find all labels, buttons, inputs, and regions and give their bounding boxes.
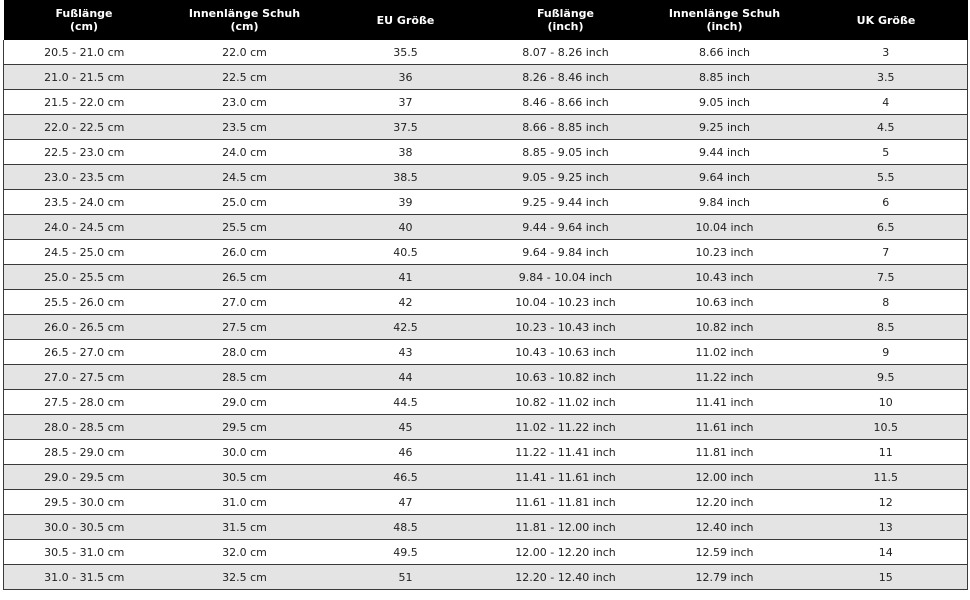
- foot-length-inch-cell: 10.63 - 10.82 inch: [487, 365, 645, 390]
- foot-length-cm-cell: 25.0 - 25.5 cm: [4, 265, 165, 290]
- foot-length-inch-cell: 11.02 - 11.22 inch: [487, 415, 645, 440]
- header-line: Fußlänge: [55, 7, 113, 20]
- inner-length-cm-cell: 32.5 cm: [165, 565, 325, 590]
- foot-length-cm-cell: 26.5 - 27.0 cm: [4, 340, 165, 365]
- foot-length-cm-cell: 31.0 - 31.5 cm: [4, 565, 165, 590]
- uk-size-cell: 6: [805, 190, 968, 215]
- uk-size-cell: 11.5: [805, 465, 968, 490]
- eu-size-cell: 39: [325, 190, 487, 215]
- uk-size-cell: 14: [805, 540, 968, 565]
- inner-length-inch-cell: 9.25 inch: [645, 115, 805, 140]
- table-row: [4, 440, 968, 465]
- inner-length-inch-cell: 11.41 inch: [645, 390, 805, 415]
- uk-size-cell: 8: [805, 290, 968, 315]
- uk-size-cell: 4.5: [805, 115, 968, 140]
- eu-size-cell: 49.5: [325, 540, 487, 565]
- uk-size-cell: 12: [805, 490, 968, 515]
- foot-length-cm-cell: 27.0 - 27.5 cm: [4, 365, 165, 390]
- table-body: [4, 40, 968, 590]
- table-row: [4, 515, 968, 540]
- inner-length-inch-cell: 8.66 inch: [645, 40, 805, 65]
- header-unit: (cm): [69, 20, 99, 33]
- eu-size-cell: 38.5: [325, 165, 487, 190]
- table-row: [4, 240, 968, 265]
- table-row: [4, 40, 968, 65]
- foot-length-inch-cell: 11.61 - 11.81 inch: [487, 490, 645, 515]
- eu-size-cell: 37: [325, 90, 487, 115]
- inner-length-cm-cell: 24.5 cm: [165, 165, 325, 190]
- uk-size-cell: 5.5: [805, 165, 968, 190]
- inner-length-inch-cell: 8.85 inch: [645, 65, 805, 90]
- foot-length-inch-cell: 8.26 - 8.46 inch: [487, 65, 645, 90]
- eu-size-cell: 44.5: [325, 390, 487, 415]
- inner-length-cm-cell: 30.0 cm: [165, 440, 325, 465]
- table-row: [4, 540, 968, 565]
- header-foot-length-inch: [487, 0, 645, 40]
- inner-length-cm-cell: 31.5 cm: [165, 515, 325, 540]
- inner-length-inch-cell: 11.81 inch: [645, 440, 805, 465]
- inner-length-inch-cell: 10.82 inch: [645, 315, 805, 340]
- uk-size-cell: 10.5: [805, 415, 968, 440]
- foot-length-cm-cell: 24.5 - 25.0 cm: [4, 240, 165, 265]
- foot-length-inch-cell: 8.07 - 8.26 inch: [487, 40, 645, 65]
- eu-size-cell: 42.5: [325, 315, 487, 340]
- inner-length-cm-cell: 31.0 cm: [165, 490, 325, 515]
- foot-length-cm-cell: 22.5 - 23.0 cm: [4, 140, 165, 165]
- inner-length-cm-cell: 25.5 cm: [165, 215, 325, 240]
- foot-length-inch-cell: 11.22 - 11.41 inch: [487, 440, 645, 465]
- header-inner-length-cm: [165, 0, 325, 40]
- foot-length-cm-cell: 26.0 - 26.5 cm: [4, 315, 165, 340]
- inner-length-inch-cell: 10.04 inch: [645, 215, 805, 240]
- inner-length-cm-cell: 28.0 cm: [165, 340, 325, 365]
- inner-length-cm-cell: 28.5 cm: [165, 365, 325, 390]
- table-row: [4, 340, 968, 365]
- foot-length-cm-cell: 24.0 - 24.5 cm: [4, 215, 165, 240]
- foot-length-inch-cell: 9.84 - 10.04 inch: [487, 265, 645, 290]
- header-unit: (cm): [230, 20, 259, 33]
- inner-length-cm-cell: 29.0 cm: [165, 390, 325, 415]
- inner-length-inch-cell: 9.05 inch: [645, 90, 805, 115]
- eu-size-cell: 45: [325, 415, 487, 440]
- header-line: Innenlänge Schuh: [668, 7, 781, 20]
- inner-length-inch-cell: 12.59 inch: [645, 540, 805, 565]
- foot-length-cm-cell: 23.5 - 24.0 cm: [4, 190, 165, 215]
- foot-length-inch-cell: 11.41 - 11.61 inch: [487, 465, 645, 490]
- header-uk-size: [805, 0, 968, 40]
- foot-length-inch-cell: 8.85 - 9.05 inch: [487, 140, 645, 165]
- inner-length-cm-cell: 29.5 cm: [165, 415, 325, 440]
- inner-length-cm-cell: 24.0 cm: [165, 140, 325, 165]
- foot-length-inch-cell: 9.25 - 9.44 inch: [487, 190, 645, 215]
- header-line: EU Größe: [376, 13, 435, 27]
- table-row: [4, 215, 968, 240]
- table-row: [4, 565, 968, 590]
- inner-length-inch-cell: 12.00 inch: [645, 465, 805, 490]
- foot-length-inch-cell: 10.04 - 10.23 inch: [487, 290, 645, 315]
- foot-length-cm-cell: 21.5 - 22.0 cm: [4, 90, 165, 115]
- table-row: [4, 265, 968, 290]
- inner-length-cm-cell: 30.5 cm: [165, 465, 325, 490]
- foot-length-inch-cell: 9.05 - 9.25 inch: [487, 165, 645, 190]
- table-row: [4, 190, 968, 215]
- eu-size-cell: 38: [325, 140, 487, 165]
- uk-size-cell: 13: [805, 515, 968, 540]
- inner-length-cm-cell: 23.0 cm: [165, 90, 325, 115]
- uk-size-cell: 9: [805, 340, 968, 365]
- foot-length-cm-cell: 23.0 - 23.5 cm: [4, 165, 165, 190]
- uk-size-cell: 11: [805, 440, 968, 465]
- table-row: [4, 365, 968, 390]
- eu-size-cell: 51: [325, 565, 487, 590]
- inner-length-inch-cell: 11.02 inch: [645, 340, 805, 365]
- table-row: [4, 65, 968, 90]
- table-row: [4, 115, 968, 140]
- foot-length-cm-cell: 21.0 - 21.5 cm: [4, 65, 165, 90]
- table-header: [4, 0, 968, 40]
- eu-size-cell: 43: [325, 340, 487, 365]
- table-row: [4, 290, 968, 315]
- table-row: [4, 140, 968, 165]
- foot-length-cm-cell: 30.5 - 31.0 cm: [4, 540, 165, 565]
- table-row: [4, 490, 968, 515]
- inner-length-inch-cell: 10.23 inch: [645, 240, 805, 265]
- foot-length-inch-cell: 8.46 - 8.66 inch: [487, 90, 645, 115]
- inner-length-cm-cell: 27.0 cm: [165, 290, 325, 315]
- inner-length-inch-cell: 9.64 inch: [645, 165, 805, 190]
- inner-length-cm-cell: 23.5 cm: [165, 115, 325, 140]
- table-row: [4, 390, 968, 415]
- eu-size-cell: 46: [325, 440, 487, 465]
- header-unit: (inch): [706, 20, 743, 33]
- inner-length-cm-cell: 27.5 cm: [165, 315, 325, 340]
- inner-length-cm-cell: 25.0 cm: [165, 190, 325, 215]
- inner-length-inch-cell: 12.40 inch: [645, 515, 805, 540]
- table-row: [4, 165, 968, 190]
- uk-size-cell: 3: [805, 40, 968, 65]
- eu-size-cell: 36: [325, 65, 487, 90]
- table-row: [4, 415, 968, 440]
- eu-size-cell: 46.5: [325, 465, 487, 490]
- eu-size-cell: 41: [325, 265, 487, 290]
- inner-length-inch-cell: 11.22 inch: [645, 365, 805, 390]
- inner-length-inch-cell: 9.84 inch: [645, 190, 805, 215]
- eu-size-cell: 37.5: [325, 115, 487, 140]
- header-inner-length-inch: [645, 0, 805, 40]
- foot-length-cm-cell: 27.5 - 28.0 cm: [4, 390, 165, 415]
- foot-length-cm-cell: 28.0 - 28.5 cm: [4, 415, 165, 440]
- foot-length-cm-cell: 22.0 - 22.5 cm: [4, 115, 165, 140]
- uk-size-cell: 10: [805, 390, 968, 415]
- uk-size-cell: 7: [805, 240, 968, 265]
- foot-length-inch-cell: 10.23 - 10.43 inch: [487, 315, 645, 340]
- header-line: UK Größe: [856, 13, 916, 27]
- header-line: Fußlänge: [536, 7, 595, 20]
- eu-size-cell: 48.5: [325, 515, 487, 540]
- inner-length-cm-cell: 32.0 cm: [165, 540, 325, 565]
- inner-length-cm-cell: 26.0 cm: [165, 240, 325, 265]
- foot-length-cm-cell: 29.0 - 29.5 cm: [4, 465, 165, 490]
- inner-length-inch-cell: 11.61 inch: [645, 415, 805, 440]
- inner-length-inch-cell: 12.20 inch: [645, 490, 805, 515]
- eu-size-cell: 47: [325, 490, 487, 515]
- inner-length-inch-cell: 10.43 inch: [645, 265, 805, 290]
- header-unit: (inch): [547, 20, 584, 33]
- uk-size-cell: 5: [805, 140, 968, 165]
- foot-length-cm-cell: 20.5 - 21.0 cm: [4, 40, 165, 65]
- foot-length-cm-cell: 25.5 - 26.0 cm: [4, 290, 165, 315]
- inner-length-inch-cell: 12.79 inch: [645, 565, 805, 590]
- inner-length-cm-cell: 26.5 cm: [165, 265, 325, 290]
- foot-length-inch-cell: 10.82 - 11.02 inch: [487, 390, 645, 415]
- foot-length-cm-cell: 28.5 - 29.0 cm: [4, 440, 165, 465]
- eu-size-cell: 35.5: [325, 40, 487, 65]
- foot-length-inch-cell: 9.64 - 9.84 inch: [487, 240, 645, 265]
- table-row: [4, 465, 968, 490]
- uk-size-cell: 4: [805, 90, 968, 115]
- shoe-size-table: [3, 0, 968, 590]
- uk-size-cell: 6.5: [805, 215, 968, 240]
- inner-length-cm-cell: 22.5 cm: [165, 65, 325, 90]
- foot-length-inch-cell: 8.66 - 8.85 inch: [487, 115, 645, 140]
- header-eu-size: [325, 0, 487, 40]
- uk-size-cell: 7.5: [805, 265, 968, 290]
- inner-length-inch-cell: 9.44 inch: [645, 140, 805, 165]
- foot-length-inch-cell: 12.20 - 12.40 inch: [487, 565, 645, 590]
- foot-length-inch-cell: 11.81 - 12.00 inch: [487, 515, 645, 540]
- foot-length-inch-cell: 10.43 - 10.63 inch: [487, 340, 645, 365]
- inner-length-inch-cell: 10.63 inch: [645, 290, 805, 315]
- inner-length-cm-cell: 22.0 cm: [165, 40, 325, 65]
- eu-size-cell: 40: [325, 215, 487, 240]
- header-row: [4, 0, 968, 40]
- eu-size-cell: 42: [325, 290, 487, 315]
- header-line: Innenlänge Schuh: [188, 7, 301, 20]
- uk-size-cell: 3.5: [805, 65, 968, 90]
- foot-length-inch-cell: 9.44 - 9.64 inch: [487, 215, 645, 240]
- table-row: [4, 90, 968, 115]
- eu-size-cell: 40.5: [325, 240, 487, 265]
- foot-length-inch-cell: 12.00 - 12.20 inch: [487, 540, 645, 565]
- uk-size-cell: 8.5: [805, 315, 968, 340]
- eu-size-cell: 44: [325, 365, 487, 390]
- uk-size-cell: 15: [805, 565, 968, 590]
- foot-length-cm-cell: 30.0 - 30.5 cm: [4, 515, 165, 540]
- header-foot-length-cm: [4, 0, 165, 40]
- foot-length-cm-cell: 29.5 - 30.0 cm: [4, 490, 165, 515]
- table-row: [4, 315, 968, 340]
- uk-size-cell: 9.5: [805, 365, 968, 390]
